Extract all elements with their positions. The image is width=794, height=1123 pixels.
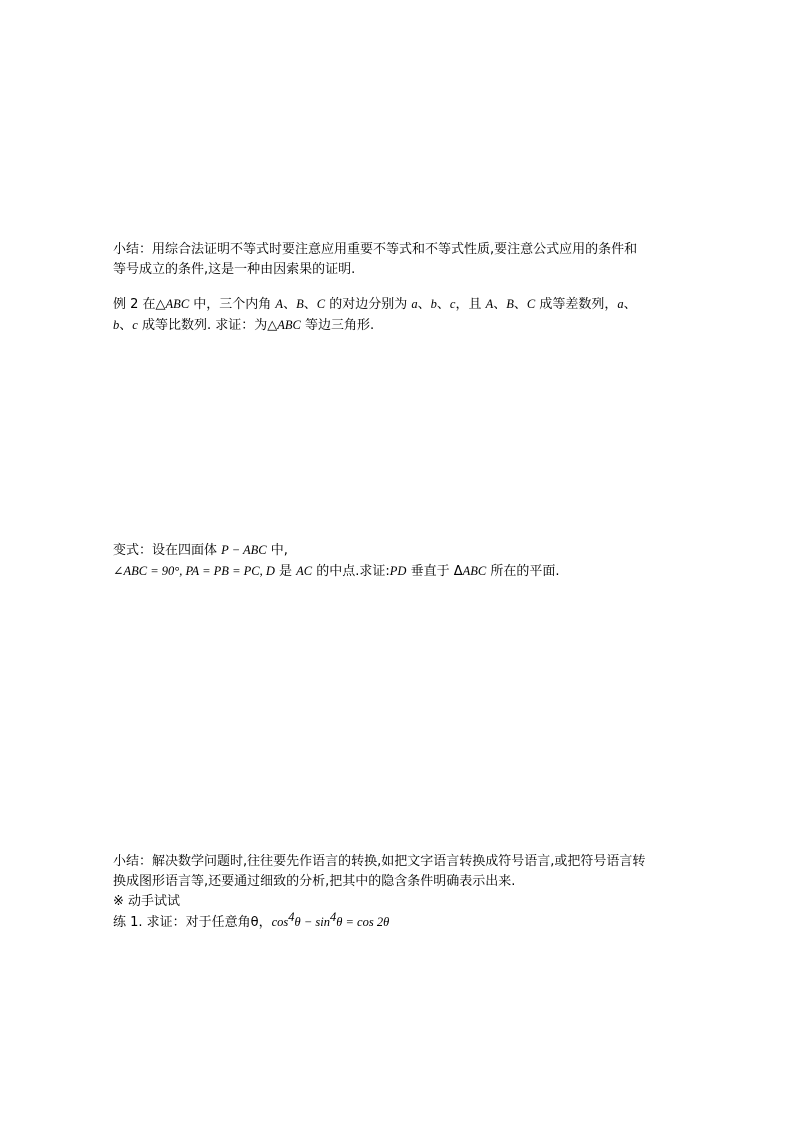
variant-exercise bbox=[113, 540, 687, 582]
summary-1-line-2: 等号成立的条件,这是一种由因索果的证明. bbox=[113, 262, 356, 277]
example-2 bbox=[113, 294, 687, 336]
summary-2-line-1: 小结：解决数学问题时,往往要先作语言的转换,如把文字语言转换成符号语言,或把符号语言转 bbox=[113, 854, 646, 869]
summary-synthetic-method bbox=[113, 240, 687, 280]
example-2-line-2: b、c 成等比数列. 求证：为△ABC 等边三角形. bbox=[113, 318, 375, 333]
exercise-1 bbox=[113, 912, 687, 933]
try-it-heading: ※ 动手试试 bbox=[113, 894, 181, 909]
summary-2-line-2: 换成图形语言等,还要通过细致的分析,把其中的隐含条件明确表示出来. bbox=[113, 874, 516, 889]
summary-1-line-1: 小结：用综合法证明不等式时要注意应用重要不等式和不等式性质,要注意公式应用的条件和 bbox=[113, 242, 638, 257]
variant-line-1: 变式：设在四面体 P − ABC 中, bbox=[113, 543, 288, 558]
exercise-1-line: 练 1. 求证：对于任意角θ，$\cos^4\theta - \sin^4\theta = \cos 2\theta$ bbox=[113, 910, 390, 930]
summary-language-conversion bbox=[113, 852, 687, 912]
example-2-line-1: 例 2 在△ABC 中，三个内角 A、B、C 的对边分别为 a、b、c，且 A、B、C 成等差数列，a、 bbox=[113, 297, 637, 312]
variant-line-2: ∠ABC = 90°, PA = PB = PC, D 是 AC 的中点.求证:PD 垂直于 ΔABC 所在的平面. bbox=[113, 564, 560, 579]
